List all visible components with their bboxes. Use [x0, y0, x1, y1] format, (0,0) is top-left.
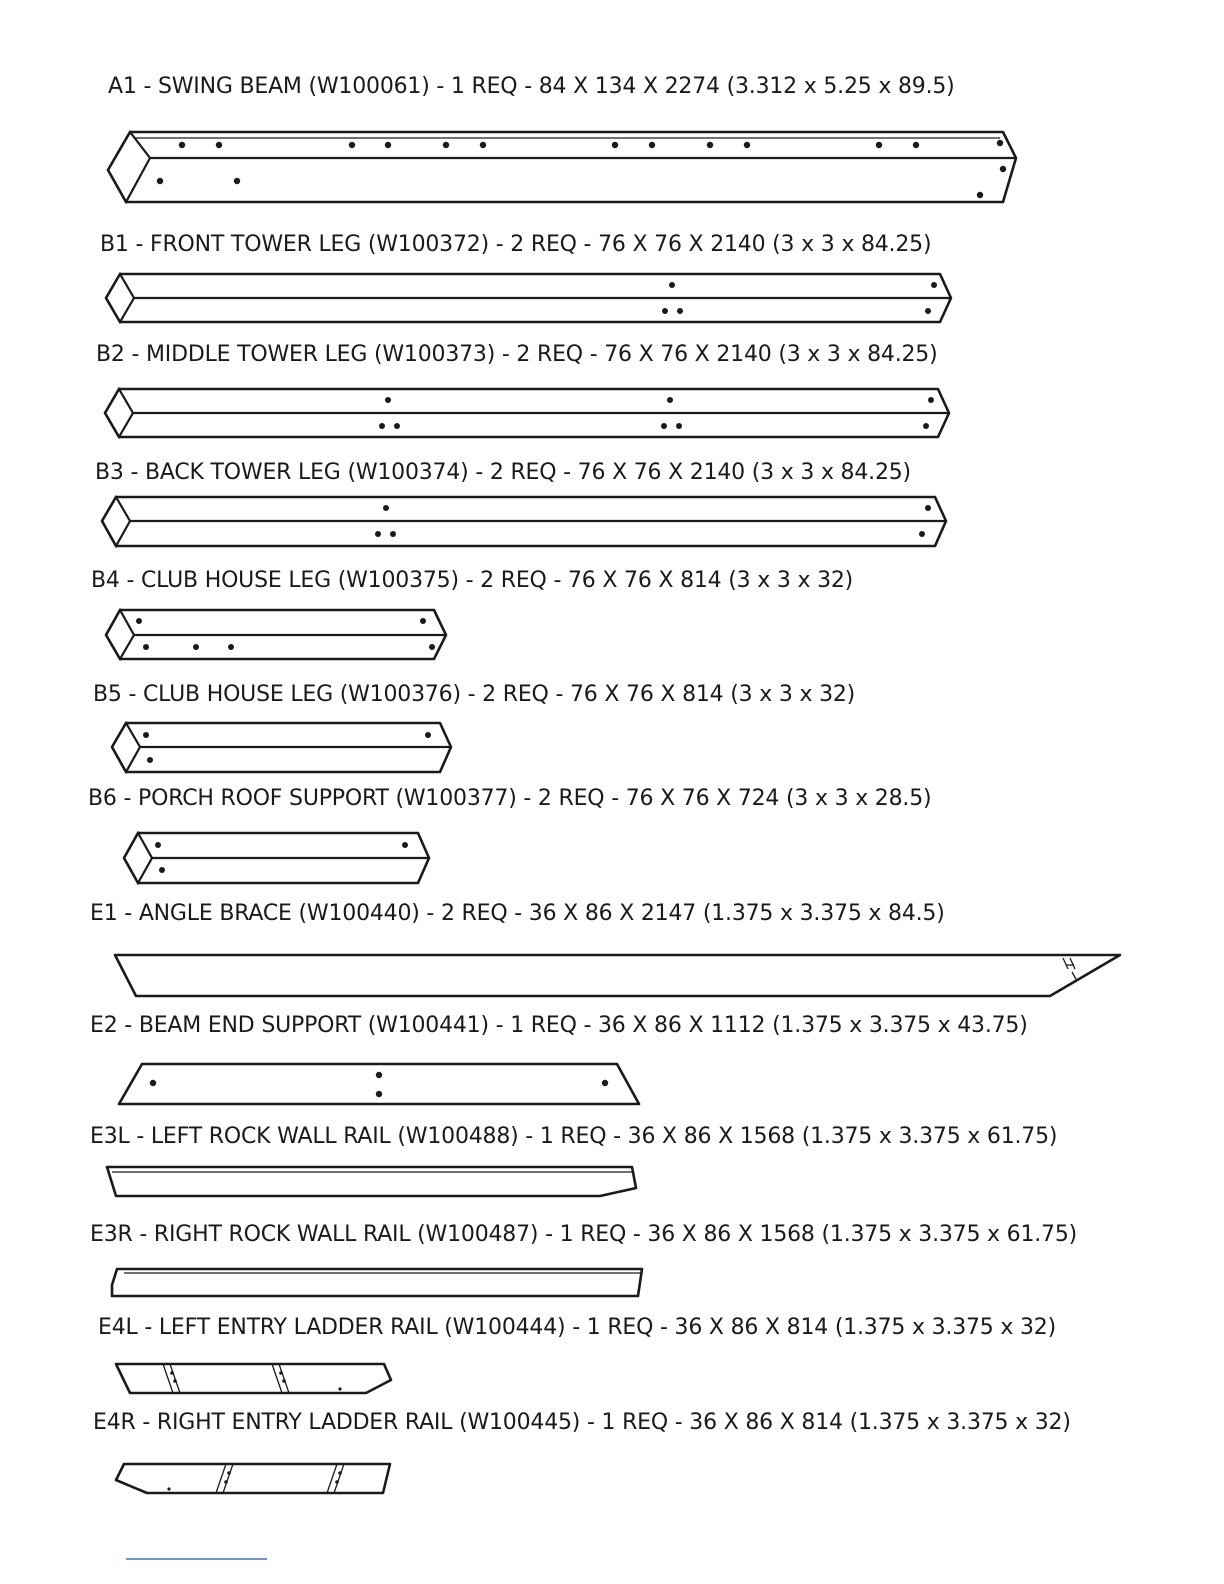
club-house-leg-drawing-b4	[106, 610, 446, 659]
right-entry-ladder-rail-drawing-e4r	[116, 1464, 390, 1493]
part-label-b6: B6 - PORCH ROOF SUPPORT (W100377) - 2 REQ - 76 X 76 X 724 (3 x 3 x 28.5)	[88, 786, 932, 811]
swing-beam-drawing-a1	[108, 132, 1016, 202]
part-label-e4l: E4L - LEFT ENTRY LADDER RAIL (W100444) - 1 REQ - 36 X 86 X 814 (1.375 x 3.375 x 32)	[98, 1315, 1056, 1340]
left-rock-wall-rail-drawing-e3l	[107, 1167, 636, 1196]
back-tower-leg-drawing-b3	[102, 497, 946, 546]
porch-roof-support-drawing-b6	[124, 833, 429, 883]
part-label-b3: B3 - BACK TOWER LEG (W100374) - 2 REQ - 76 X 76 X 2140 (3 x 3 x 84.25)	[95, 460, 911, 485]
part-label-e3l: E3L - LEFT ROCK WALL RAIL (W100488) - 1 REQ - 36 X 86 X 1568 (1.375 x 3.375 x 61.75)	[90, 1124, 1058, 1149]
part-label-e2: E2 - BEAM END SUPPORT (W100441) - 1 REQ - 36 X 86 X 1112 (1.375 x 3.375 x 43.75)	[90, 1013, 1028, 1038]
part-label-e3r: E3R - RIGHT ROCK WALL RAIL (W100487) - 1 REQ - 36 X 86 X 1568 (1.375 x 3.375 x 61.75)	[90, 1222, 1078, 1247]
part-label-b2: B2 - MIDDLE TOWER LEG (W100373) - 2 REQ - 76 X 76 X 2140 (3 x 3 x 84.25)	[96, 342, 938, 367]
club-house-leg-drawing-b5	[112, 723, 451, 772]
front-tower-leg-drawing-b1	[106, 274, 951, 322]
part-label-b4: B4 - CLUB HOUSE LEG (W100375) - 2 REQ - 76 X 76 X 814 (3 x 3 x 32)	[91, 568, 854, 593]
left-entry-ladder-rail-drawing-e4l	[116, 1364, 391, 1393]
part-label-b1: B1 - FRONT TOWER LEG (W100372) - 2 REQ - 76 X 76 X 2140 (3 x 3 x 84.25)	[100, 232, 932, 257]
beam-end-support-drawing-e2	[119, 1064, 639, 1104]
right-rock-wall-rail-drawing-e3r	[112, 1269, 642, 1296]
part-label-a1: A1 - SWING BEAM (W100061) - 1 REQ - 84 X 134 X 2274 (3.312 x 5.25 x 89.5)	[108, 74, 955, 99]
part-label-b5: B5 - CLUB HOUSE LEG (W100376) - 2 REQ - 76 X 76 X 814 (3 x 3 x 32)	[93, 682, 856, 707]
middle-tower-leg-drawing-b2	[105, 389, 949, 437]
part-label-e4r: E4R - RIGHT ENTRY LADDER RAIL (W100445) - 1 REQ - 36 X 86 X 814 (1.375 x 3.375 x 32)	[93, 1410, 1071, 1435]
part-label-e1: E1 - ANGLE BRACE (W100440) - 2 REQ - 36 X 86 X 2147 (1.375 x 3.375 x 84.5)	[90, 901, 945, 926]
angle-brace-drawing-e1	[115, 955, 1120, 996]
